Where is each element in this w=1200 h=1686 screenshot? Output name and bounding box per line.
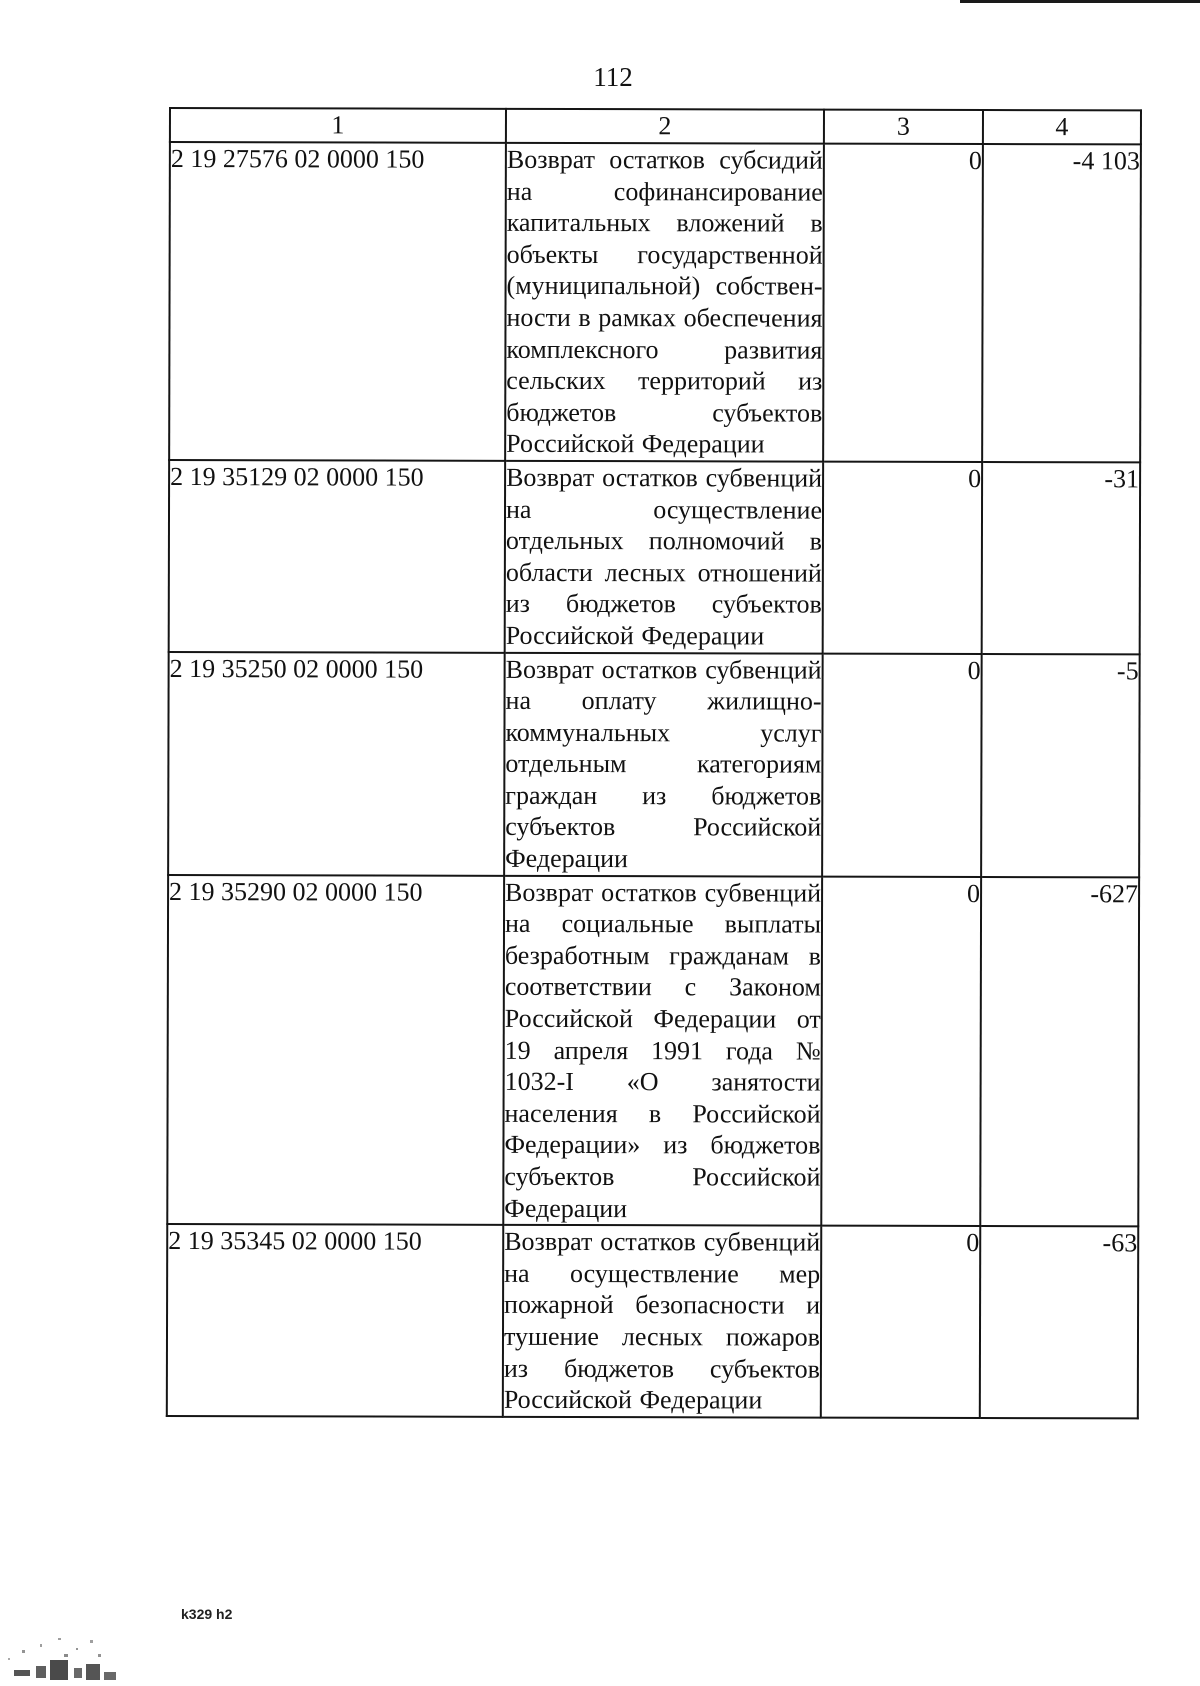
footer-document-code: k329 h2 — [181, 1606, 233, 1622]
column-3-value: 0 — [821, 876, 981, 1226]
budget-code-cell: 2 19 35250 02 0000 150 — [168, 652, 505, 876]
column-3-value: 0 — [823, 144, 983, 462]
column-3-value: 0 — [823, 462, 982, 654]
scan-artifact-mark — [0, 1610, 130, 1686]
column-3-value: 0 — [821, 1226, 980, 1418]
description-cell: Возврат остатков субвенций на оплату жилищно-коммунальных услуг отдельным категориям граждан из бюджетов субъектов Российской Федерации — [504, 652, 823, 876]
column-4-value: -5 — [981, 653, 1140, 877]
column-4-value: -31 — [982, 462, 1140, 654]
header-cell-1: 1 — [170, 108, 506, 143]
description-cell: Возврат остатков субвенций на социальные выплаты безработным гражданам в соответствии с Законом Российской Федерации от 19 апреля 1991 года № 1032-I «О занятости населения в Российской Федерации» из бюджетов субъектов Российской Федерации — [503, 875, 822, 1225]
table-row — [169, 142, 1141, 462]
column-4-value: -627 — [980, 877, 1139, 1227]
description-cell: Возврат остатков субвенций на осуществление мер пожарной безопасности и тушение лесных пожаров из бюджетов субъектов Российской Федерации — [503, 1225, 821, 1417]
budget-code-cell: 2 19 35290 02 0000 150 — [167, 875, 504, 1225]
header-cell-3: 3 — [824, 110, 983, 144]
table-row — [168, 652, 1140, 878]
table-row — [167, 1224, 1138, 1418]
budget-code-cell: 2 19 35345 02 0000 150 — [167, 1224, 503, 1416]
budget-code-cell: 2 19 27576 02 0000 150 — [169, 142, 506, 461]
description-cell: Возврат остатков субсидий на софинансирование капитальных вложений в объекты государственной (муниципальной) собственности в рамках обеспечения комплексного развития сельских территорий из бюджетов субъектов Российской Федерации — [505, 143, 824, 462]
page-number: 112 — [593, 62, 633, 92]
column-3-value: 0 — [822, 653, 982, 877]
top-scan-rule — [960, 0, 1200, 3]
budget-table — [166, 107, 1142, 1419]
budget-code-cell: 2 19 35129 02 0000 150 — [169, 460, 505, 652]
column-4-value: -4 103 — [982, 144, 1141, 462]
column-4-value: -63 — [980, 1226, 1138, 1418]
table-row — [167, 875, 1139, 1227]
header-cell-4: 4 — [983, 110, 1141, 144]
description-cell: Возврат остатков субвенций на осуществление отдельных полномочий в области лесных отношений из бюджетов субъектов Российской Федерации — [505, 461, 823, 653]
table-header-row — [170, 108, 1141, 144]
header-cell-2: 2 — [506, 109, 824, 144]
table-row — [169, 460, 1140, 654]
